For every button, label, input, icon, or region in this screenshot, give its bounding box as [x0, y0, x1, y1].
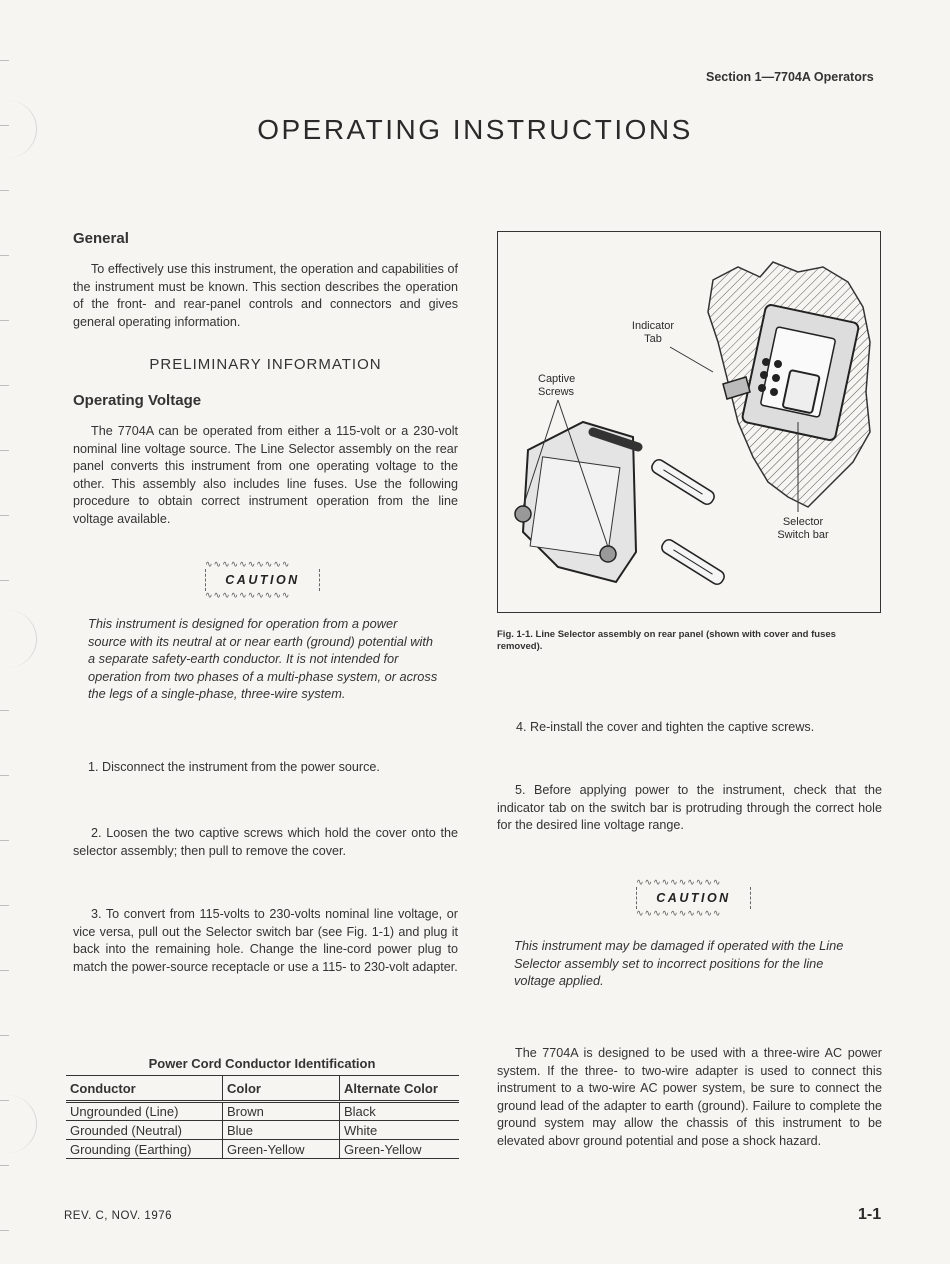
- binder-mark: [0, 1035, 9, 1036]
- revision-date: REV. C, NOV. 1976: [64, 1210, 173, 1222]
- table-header-row: [66, 1076, 459, 1102]
- binder-mark: [0, 840, 9, 841]
- figure-frame: [497, 231, 881, 613]
- table-row: [66, 1140, 459, 1159]
- preliminary-heading: PRELIMINARY INFORMATION: [149, 356, 382, 373]
- binder-mark: [0, 1230, 9, 1231]
- label-selector-switch-bar: Selector Switch bar: [768, 516, 838, 542]
- step-4: 4. Re-install the cover and tighten the captive screws.: [516, 720, 815, 734]
- table-cell: Green-Yellow: [340, 1140, 460, 1159]
- binder-hole: [0, 610, 37, 668]
- binder-mark: [0, 515, 9, 516]
- operating-voltage-paragraph: The 7704A can be operated from either a 115-volt or a 230-volt nominal line voltage source. The Line Selector assembly on the rear panel converts this instrument from one operating voltage to the other. This assembly also includes line fuses. Use the following procedure to obtain correct instrument operation from the line voltage available.: [73, 424, 458, 526]
- caution-wave-bottom: ∿∿∿∿∿∿∿∿∿∿: [205, 590, 291, 600]
- operating-voltage-heading: Operating Voltage: [73, 392, 202, 409]
- binder-mark: [0, 970, 9, 971]
- caution-wave-bottom: ∿∿∿∿∿∿∿∿∿∿: [636, 908, 722, 918]
- captive-screw-left: [515, 506, 531, 522]
- table-title: Power Cord Conductor Identification: [148, 1056, 376, 1071]
- table-cell: Green-Yellow: [223, 1140, 340, 1159]
- line-selector-illustration: [498, 232, 880, 612]
- table-cell: Brown: [223, 1102, 340, 1121]
- table-cell: Grounding (Earthing): [70, 1141, 192, 1157]
- binder-mark: [0, 905, 9, 906]
- caution-box-2: [636, 878, 751, 918]
- table-header-cell: Conductor: [70, 1080, 136, 1096]
- label-captive-screws: Captive Screws: [538, 373, 598, 399]
- label-indicator-tab: Indicator Tab: [618, 320, 688, 346]
- section-header: Section 1—7704A Operators: [706, 70, 874, 84]
- binder-mark: [0, 1165, 9, 1166]
- caution-text-1: This instrument is designed for operation from a power source with its neutral at or near earth (ground) potential with a separate safety-earth conductor. It is not intended for operation from two phases of a multi-phase system, or across the legs of a single-phase, three-wire system.: [88, 616, 438, 702]
- general-paragraph: To effectively use this instrument, the operation and capabilities of the instrument must be known. This section describes the operation of the front- and rear-panel controls and connectors and gives general operating information.: [73, 262, 458, 329]
- table-cell: Grounded (Neutral): [70, 1122, 182, 1138]
- table-header-cell: Alternate Color: [340, 1076, 460, 1102]
- table-row: [66, 1121, 459, 1140]
- binder-mark: [0, 580, 9, 581]
- page-number: 1-1: [858, 1206, 882, 1223]
- caution-wave-top: ∿∿∿∿∿∿∿∿∿∿: [205, 559, 291, 569]
- binder-mark: [0, 385, 9, 386]
- leader-indicator-tab: [670, 347, 713, 372]
- step-3: 3. To convert from 115-volts to 230-volts nominal line voltage, or vice versa, pull out the Selector switch bar (see Fig. 1-1) and plug it back into the remaining hole. Change the line-cord power plug to match the power-source receptacle or use a 115- to 230-volt adapter.: [73, 907, 458, 974]
- general-heading: General: [73, 230, 129, 247]
- caution-text-2: This instrument may be damaged if operated with the Line Selector assembly set to incorrect positions for the line voltage applied.: [514, 938, 844, 989]
- power-cord-table: [66, 1075, 459, 1159]
- table-header-cell: Color: [223, 1076, 340, 1102]
- three-wire-paragraph: The 7704A is designed to be used with a three-wire AC power system. If the three- to two-wire adapter is used to connect this instrument to a two-wire AC power system, be sure to connect the ground lead of the adapter to earth (ground). Failure to complete the ground system may allow the chassis of this instrument to be elevated abovr ground potential and pose a shock hazard.: [497, 1046, 882, 1148]
- caution-wave-top: ∿∿∿∿∿∿∿∿∿∿: [636, 877, 722, 887]
- step-1: 1. Disconnect the instrument from the power source.: [88, 760, 380, 774]
- captive-screw-right: [600, 546, 616, 562]
- selector-switch-bar: [783, 370, 820, 413]
- binder-hole: [0, 1095, 37, 1153]
- table-cell: Ungrounded (Line): [70, 1104, 179, 1119]
- binder-mark: [0, 450, 9, 451]
- figure-caption: Fig. 1-1. Line Selector assembly on rear panel (shown with cover and fuses removed).: [497, 629, 836, 652]
- step-5: 5. Before applying power to the instrument, check that the indicator tab on the switch bar is protruding through the correct hole for the desired line voltage range.: [497, 783, 882, 832]
- binder-mark: [0, 710, 9, 711]
- table-cell: Blue: [223, 1121, 340, 1140]
- table-cell: Black: [340, 1102, 460, 1121]
- caution-box-1: [205, 560, 320, 600]
- caution-label-1: CAUTION: [205, 569, 320, 591]
- page-title: OPERATING INSTRUCTIONS: [257, 114, 693, 145]
- binder-mark: [0, 320, 9, 321]
- fuse-upper: [650, 458, 717, 507]
- table-cell: White: [340, 1121, 460, 1140]
- binder-mark: [0, 190, 9, 191]
- binder-mark: [0, 775, 9, 776]
- step-2: 2. Loosen the two captive screws which hold the cover onto the selector assembly; then pull to remove the cover.: [73, 826, 458, 858]
- caution-label-2: CAUTION: [636, 887, 751, 909]
- binder-mark: [0, 255, 9, 256]
- binder-mark: [0, 60, 9, 61]
- table-row: [66, 1102, 459, 1121]
- fuse-lower: [660, 538, 727, 587]
